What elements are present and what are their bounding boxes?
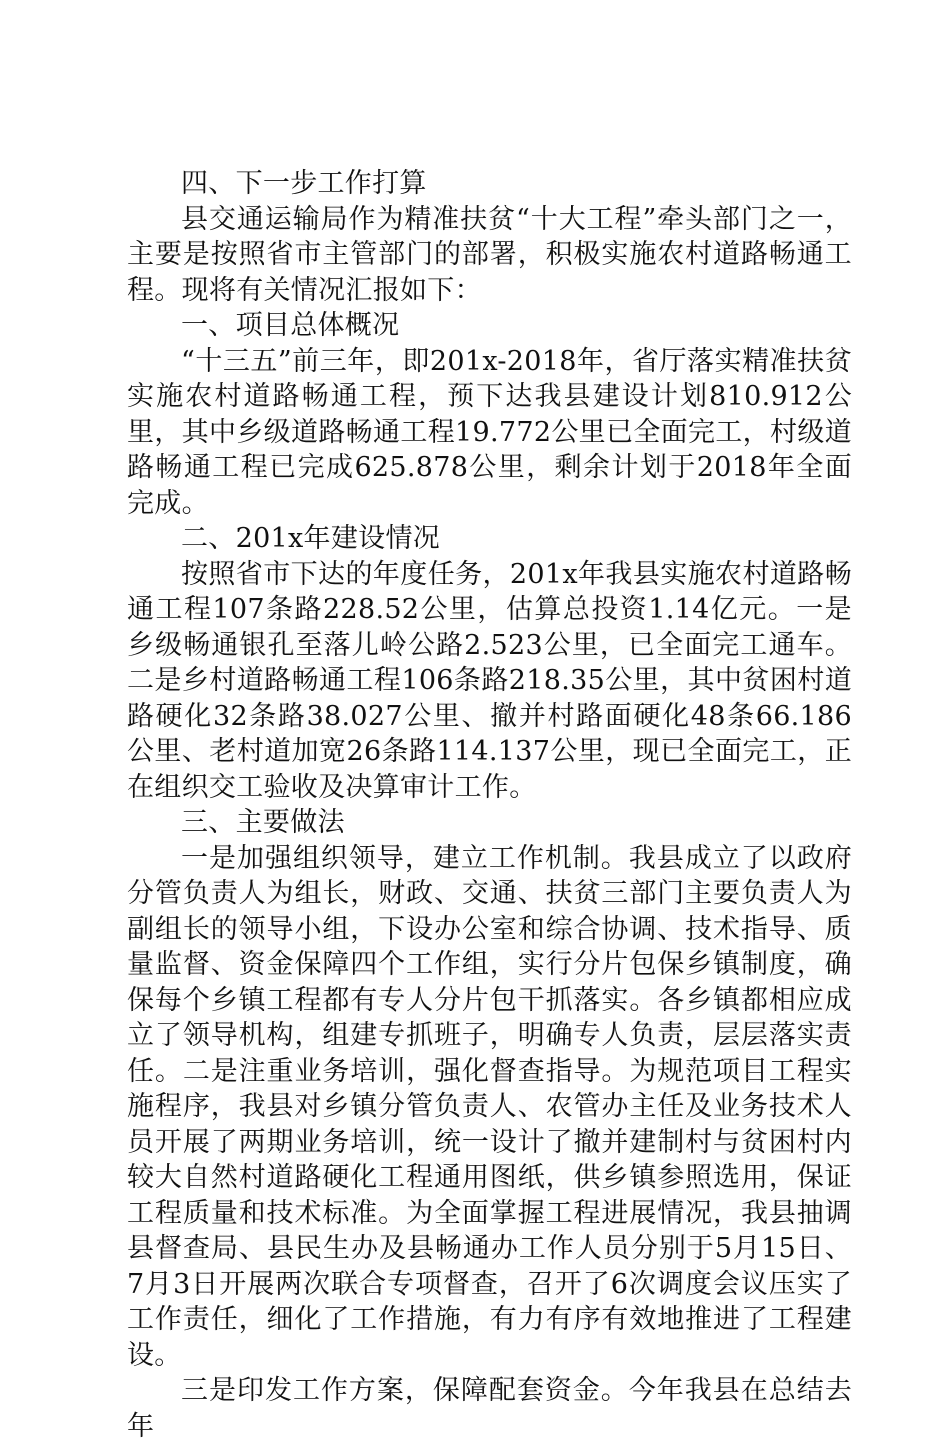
funding-paragraph: 三是印发工作方案，保障配套资金。今年我县在总结去年 (127, 1375, 852, 1442)
document-body (127, 166, 852, 1444)
section-heading-project-overview: 一、项目总体概况 (181, 310, 400, 341)
main-practices-paragraph: 一是加强组织领导，建立工作机制。我县成立了以政府分管负责人为组长，财政、交通、扶贫三部门主要负责人为副组长的领导小组，下设办公室和综合协调、技术指导、质量监督、资金保障四个工作组，实行分片包保乡镇制度，确保每个乡镇工程都有专人分片包干抓落实。各乡镇都相应成立了领导机构，组建专抓班子，明确专人负责，层层落实责任。二是注重业务培训，强化督查指导。为规范项目工程实施程序，我县对乡镇分管负责人、农管办主任及业务技术人员开展了两期业务培训，统一设计了撤并建制村与贫困村内较大自然村道路硬化工程通用图纸，供乡镇参照选用，保证工程质量和技术标准。为全面掌握工程进展情况，我县抽调县督查局、县民生办及县畅通办工作人员分别于5月15日、7月3日开展两次联合专项督查，召开了6次调度会议压实了工作责任，细化了工作措施，有力有序有效地推进了工程建设。 (127, 842, 852, 1371)
construction-status-paragraph: 按照省市下达的年度任务，201x年我县实施农村道路畅通工程107条路228.52公里，估算总投资1.14亿元。一是乡级畅通银孔至落儿岭公路2.523公里，已全面完工通车。二是乡村道路畅通工程106条路218.35公里，其中贫困村道路硬化32条路38.027公里、撤并村路面硬化48条66.186公里、老村道加宽26条路114.137公里，现已全面完工，正在组织交工验收及决算审计工作。 (127, 558, 852, 803)
section-heading-construction-status: 二、201x年建设情况 (181, 523, 441, 554)
section-heading-next-steps: 四、下一步工作打算 (181, 168, 427, 199)
intro-paragraph: 县交通运输局作为精准扶贫“十大工程”牵头部门之一，主要是按照省市主管部门的部署，积极实施农村道路畅通工程。现将有关情况汇报如下： (127, 203, 852, 306)
project-overview-paragraph: “十三五”前三年，即201x-2018年，省厅落实精准扶贫实施农村道路畅通工程，预下达我县建设计划810.912公里，其中乡级道路畅通工程19.772公里已全面完工，村级道路畅通工程已完成625.878公里，剩余计划于2018年全面完成。 (127, 345, 852, 519)
section-heading-main-practices: 三、主要做法 (181, 807, 345, 838)
